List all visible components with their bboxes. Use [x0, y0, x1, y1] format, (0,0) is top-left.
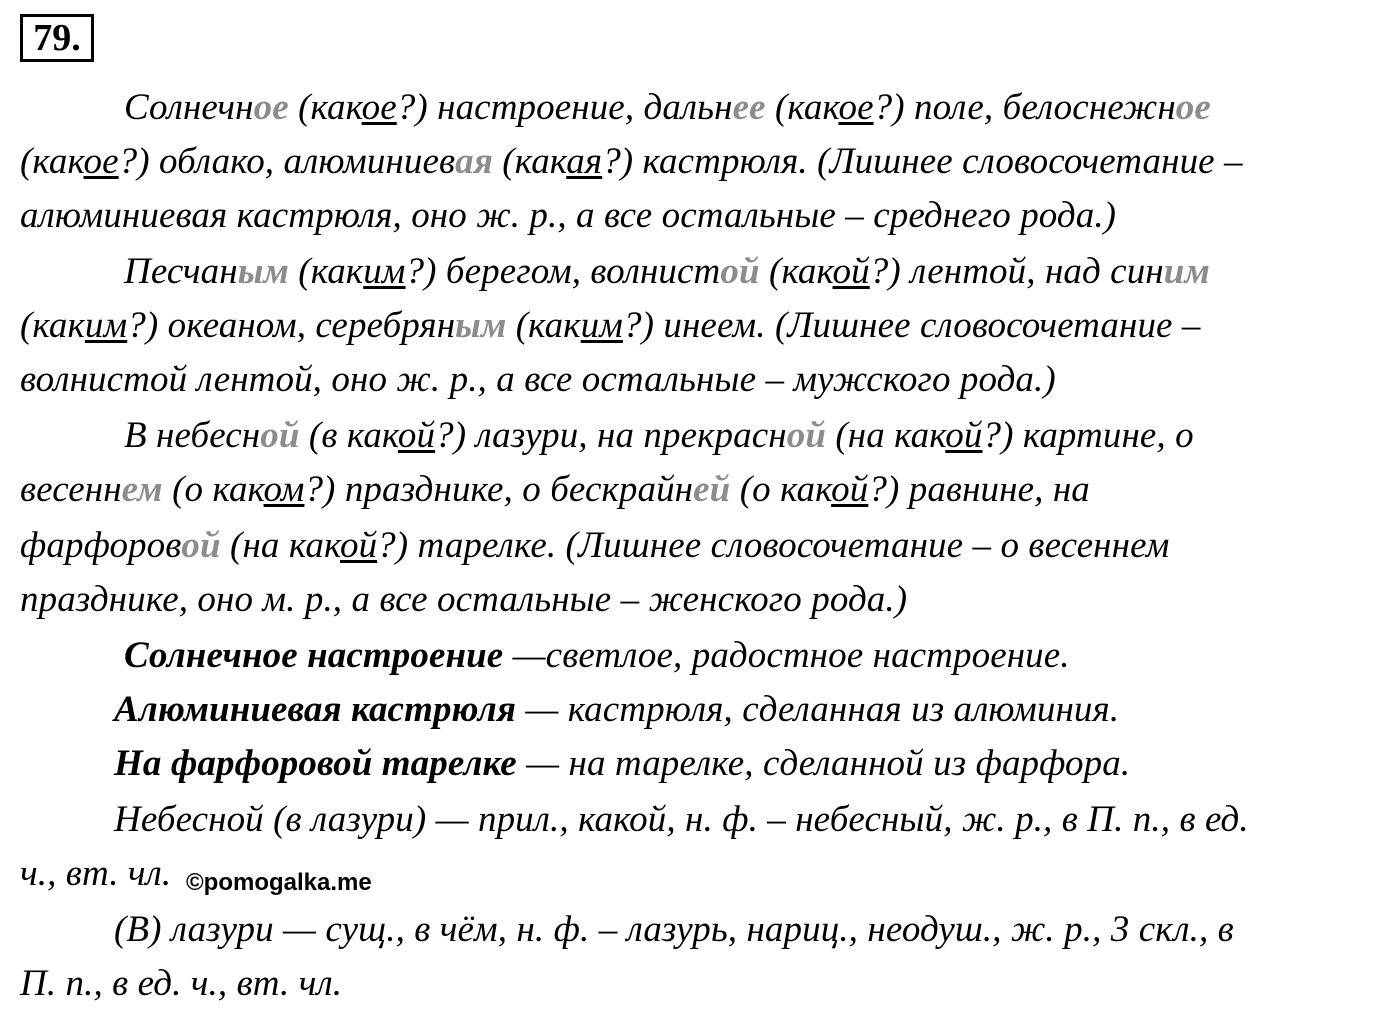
underlined-ending: ой: [397, 415, 436, 456]
text-segment: алюминиевая кастрюля, оно ж. р., а все остальные – среднего рода.): [20, 195, 1117, 236]
text-segment: Небесной (в лазури) — прил., какой, н. ф. – небесный, ж. р., в П. п., в ед.: [114, 799, 1249, 840]
text-segment: ?) облако, алюминиев: [118, 141, 456, 182]
text-segment: волнистой лентой, оно ж. р., а все остальные – мужского рода.): [20, 359, 1056, 400]
text-segment: Песчан: [124, 251, 238, 292]
bold-phrase: На фарфоровой тарелке: [114, 743, 517, 784]
text-segment: (как: [506, 305, 581, 346]
underlined-ending: ое: [361, 87, 397, 128]
text-segment: (о как: [162, 469, 264, 510]
watermark: ©pomogalka.me: [186, 869, 372, 896]
underlined-ending: ой: [339, 525, 378, 566]
text-line: [20, 854, 171, 894]
text-segment: (на как: [220, 525, 340, 566]
text-segment: В небесн: [124, 415, 261, 456]
text-segment: —светлое, радостное настроение.: [503, 635, 1070, 676]
ending-highlight: ым: [455, 305, 507, 346]
text-segment: ?) равнине, на: [868, 469, 1090, 510]
text-segment: (как: [20, 305, 85, 346]
ending-highlight: ая: [455, 141, 493, 182]
text-line: [20, 360, 1056, 400]
ending-highlight: ой: [720, 251, 760, 292]
ending-highlight: ее: [732, 87, 766, 128]
underlined-ending: им: [84, 305, 128, 346]
text-line: [20, 580, 907, 620]
underlined-ending: ой: [945, 415, 983, 456]
underlined-ending: им: [580, 305, 623, 346]
text-segment: — на тарелке, сделанной из фарфора.: [516, 743, 1131, 784]
text-line: [114, 690, 1119, 730]
text-segment: ?) кастрюля. (Лишнее словосочетание –: [602, 141, 1243, 182]
underlined-ending: ом: [263, 469, 305, 510]
text-segment: празднике, оно м. р., а все остальные – женского рода.): [20, 579, 908, 620]
text-segment: ?) берегом, волнист: [405, 251, 721, 292]
text-segment: (как: [765, 87, 839, 128]
ending-highlight: ой: [786, 415, 826, 456]
text-line: [124, 252, 1210, 292]
ending-highlight: ем: [121, 469, 163, 510]
text-segment: ?) картине, о: [982, 415, 1194, 456]
ending-highlight: ей: [693, 469, 731, 510]
text-line: [114, 800, 1249, 840]
underlined-ending: ое: [83, 141, 119, 182]
text-segment: (В) лазури — сущ., в чём, н. ф. – лазурь, нариц., неодуш., ж. р., 3 скл., в: [114, 909, 1234, 950]
underlined-ending: ой: [831, 469, 869, 510]
ending-highlight: ое: [1175, 87, 1211, 128]
text-segment: ?) поле, белоснежн: [873, 87, 1176, 128]
text-segment: ?) океаном, серебрян: [127, 305, 456, 346]
text-segment: Солнечн: [124, 87, 254, 128]
text-line: [114, 910, 1234, 950]
text-segment: П. п., в ед. ч., вт. чл.: [20, 963, 343, 1004]
text-line: [20, 470, 1090, 510]
text-segment: (как: [288, 87, 362, 128]
bold-phrase: Алюминиевая кастрюля: [114, 689, 516, 730]
text-segment: ?) тарелке. (Лишнее словосочетание – о весеннем: [377, 525, 1170, 566]
text-segment: (как: [492, 141, 567, 182]
text-segment: (как: [20, 141, 84, 182]
text-segment: ?) празднике, о бескрайн: [304, 469, 694, 510]
text-segment: ?) лентой, над син: [869, 251, 1164, 292]
text-segment: весенн: [20, 469, 122, 510]
text-line: [124, 636, 1070, 676]
text-line: [20, 196, 1116, 236]
text-segment: (как: [759, 251, 833, 292]
text-segment: ?) инеем. (Лишнее словосочетание –: [623, 305, 1201, 346]
text-segment: ч., вт. чл.: [20, 853, 172, 894]
text-segment: (в как: [299, 415, 398, 456]
ending-highlight: ым: [237, 251, 289, 292]
ending-highlight: ой: [181, 525, 221, 566]
text-line: [20, 142, 1243, 182]
text-segment: (на как: [826, 415, 946, 456]
text-line: [114, 744, 1130, 784]
text-line: [20, 306, 1201, 346]
bold-phrase: Солнечное настроение: [124, 635, 504, 676]
text-line: [124, 416, 1194, 456]
text-line: [20, 964, 342, 1004]
exercise-number: 79.: [20, 14, 94, 62]
underlined-ending: ая: [566, 141, 603, 182]
text-line: [124, 88, 1211, 128]
ending-highlight: ое: [253, 87, 289, 128]
underlined-ending: ое: [838, 87, 874, 128]
text-segment: (как: [288, 251, 364, 292]
ending-highlight: ой: [260, 415, 300, 456]
underlined-ending: ой: [832, 251, 870, 292]
text-segment: ?) настроение, дальн: [396, 87, 733, 128]
ending-highlight: им: [1163, 251, 1210, 292]
text-segment: фарфоров: [20, 525, 182, 566]
text-line: [20, 526, 1169, 566]
text-segment: ?) лазури, на прекрасн: [435, 415, 787, 456]
text-segment: — кастрюля, сделанная из алюминия.: [516, 689, 1120, 730]
underlined-ending: им: [363, 251, 406, 292]
text-segment: (о как: [730, 469, 832, 510]
